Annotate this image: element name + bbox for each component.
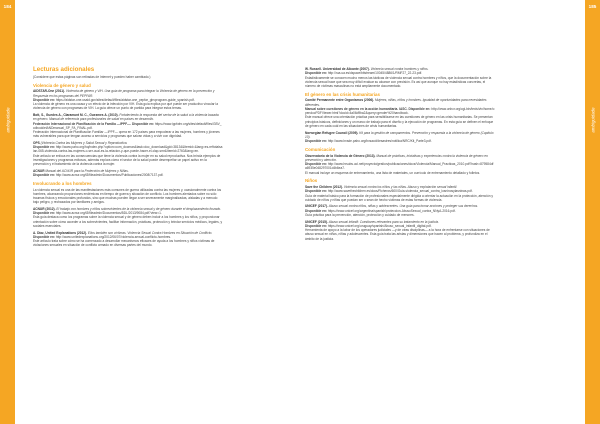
left-sections — [33, 83, 223, 248]
reference-link[interactable]: http://www.unitedexplanations.org/2012/06/07/violencia-sexual-conflicto-hombres. — [55, 234, 172, 239]
reference-title: El trabajo con hombres y niños sobrevivientes de la violencia sexual y de género durante el desplazamiento forzado. — [56, 206, 221, 211]
url-label: Disponible en: — [33, 211, 55, 216]
reference-title: Manual del ACNUR para la Protección de Mujeres y Niñas. — [45, 168, 129, 173]
url-label: Disponible en: — [305, 162, 327, 167]
reference-title: (Violencia Contra las Mujeres y Salud Sexual y Reproductiva. — [40, 140, 128, 145]
reference-title: Abuso sexual contra niños, niñas y adolescentes. Una guía para tomar acciones y proteger sus derechos. — [328, 204, 479, 209]
reference-title: Mujeres, niñas, niños y hombres. Igualdad de oportunidades para necesidades diferentes. — [305, 98, 487, 107]
reference-description: El manual incluye un esquema de entrenamiento, una lista de materiales, un currículo de entrenamiento detallado y folletos. — [305, 170, 481, 175]
left-side-strip — [0, 0, 15, 424]
left-side-label: ambiguidade — [5, 107, 10, 133]
reference-entry — [305, 204, 495, 217]
reference-link[interactable]: http://www.bvsde.paho.org/bvsacd/desastres/notilica/NRC/Kit_Parte3.pdf. — [327, 139, 432, 144]
reference-description: Guía práctica para la prevención, atención, protección y cuidado de menores. — [305, 212, 415, 217]
reference-url-line — [305, 162, 495, 171]
reference-author: OPS — [33, 140, 40, 145]
reference-entry — [33, 141, 223, 167]
reference-entry — [33, 188, 223, 205]
reference-link[interactable]: http://www.acnur.org/t3/fileadmin/Documentos/BDL/2013/9084.pdf?view=1. — [55, 211, 162, 216]
reference-url-line — [305, 107, 495, 116]
reference-title: Violencia sexual contra hombres y niños. — [370, 67, 429, 71]
left-page-number: 184 — [3, 4, 12, 9]
right-page-number: 185 — [588, 4, 597, 9]
reference-author: W. Russell. Universidad de Alicante (2007). — [305, 67, 370, 71]
reference-link[interactable]: https://www.unicef.org/uruguay/spanish/Abuso_sexual_infantil_digital.pdf. — [327, 223, 432, 228]
reference-title: Violencia de género y VIH. Una guía de programa para integrar la Violencia de género en la prevención y Respuesta en los programas del PEPFAR. — [33, 89, 215, 98]
url-label: Disponible en: — [33, 173, 55, 178]
reference-description: Este artículo trata sobre cómo se ha comenzado a desarrollar mecanismos eficaces de ayuda a los hombres y niños víctimas de violaciones sexuales en situación de conflicto armado en diversas partes del mundo. — [33, 239, 215, 248]
section-title: Violencia de género y salud — [33, 82, 91, 88]
url-label: Disponible en: — [305, 223, 327, 228]
reference-title: Abuso sexual infantil: Cuestiones relevantes para su tratamiento en la justicia. — [328, 219, 439, 224]
reference-entry — [33, 89, 223, 110]
reference-entry — [305, 154, 495, 175]
url-label: Disponible en: — [33, 97, 55, 102]
reference-entry — [305, 67, 495, 88]
reference-author: Bott, S., Guedes A., Claramunt M. C., Guezmes A. (2010). — [33, 113, 119, 118]
section-title: El género en las crisis humanitarias — [305, 91, 380, 97]
reference-link[interactable]: http://www.savethechildren.es/docs/Ficheros/600/Guia-violencia_sexual_contra_losninosylasninas.pdf. — [327, 189, 473, 194]
url-label: Disponible en: — [305, 208, 327, 213]
reference-link[interactable]: https://www.unicef.org/argentina/spanish/proteccion-AbusoSexual_contra_NNyA-2016.pdf. — [327, 208, 456, 213]
reference-author: AIDSTAR-One (2011). — [33, 89, 65, 94]
reference-description: Este manual ofrece una orientación práctica para sensibilizarse en las cuestiones de género en las crisis humanitarias. Se presentan principios básicos, definiciones y un marco de trabajo para el diseño y la ejecución de programas. En esta guía se definen el enfoque de género en cada cuál en las situaciones de crisis humanitarias. — [305, 115, 494, 128]
reference-author: UNICEF (2015). — [305, 219, 328, 224]
url-label: Disponible en: — [305, 189, 327, 194]
reference-entry — [33, 113, 223, 139]
section-title: Niños — [305, 178, 318, 184]
reference-title: Ellos también son víctimas. Violencia Sexual Contra Hombres en Situación de Conflicto. — [87, 230, 213, 235]
reference-link[interactable]: https://www.ippfwhr.org/sites/default/files/GBV_cdbookletANDmanual_SP_FA_FINAL.pdf. — [33, 121, 222, 130]
left-column — [33, 66, 223, 250]
reference-author: A. Díaz, United Explanations (2012). — [33, 230, 88, 235]
reference-title: Violencia sexual contra los niños y las niñas. Abuso y explotación sexual infantil. — [343, 185, 458, 189]
reference-description: Federación Internacional de Planificación Familiar —IPPF— opera en 172 países para empoderar a las mujeres, hombres y jóvenes más vulnerables para que tengan acceso a servicios y programas que salvan vidas y a vivir con dignidad. — [33, 130, 220, 139]
reference-url-line — [305, 189, 495, 193]
right-side-label: ambiguidade — [590, 107, 595, 133]
reference-entry — [305, 220, 495, 241]
right-column — [305, 67, 495, 243]
right-sections — [305, 67, 495, 241]
reference-description: Herramienta de apoyo a la labor de los operadores judiciales —y de otras disciplinas— a la hora de enfrentarse con situaciones de abuso sexual en niños, niñas y adolescentes. Esta guía trata las aristas y dimensiones que hacen al problema, y profundiza en el ámbito de la justicia. — [305, 228, 490, 241]
reference-description: La violencia sexual es una de las manifestaciones más comunes de guerra utilizadas contra las mujeres y, ocasionalmente contra los hombres, alcanzando proporciones endémicas en tiempo de guerra y situación de conflicto. Los hombres alentados sobre no sólo traumas físicos y emocionales profundos, sino que muchas pueden llegar a ser severamente marginalizadas, aisladas y a menudo bajo peligro, y rechazados por familiares y amigos. — [33, 187, 222, 205]
intro-note: (Considere que estas páginas son retiradas de Internet y pueden haber cambiado.) — [33, 75, 151, 79]
reference-entry — [33, 207, 223, 228]
reference-link[interactable]: https://aidstar-one.usaid.gov/sites/default/files/aidstar-one_pepfar_gbvprogram-guide_spanish.pdf. — [55, 97, 195, 102]
section-title: Comunicación — [305, 146, 336, 152]
reference-author: Comité Permanente entre Organismos (2006). — [305, 98, 375, 103]
reference-author: ACNUR (2012). — [33, 206, 56, 211]
url-label: Disponible en: — [305, 71, 327, 76]
right-page — [300, 0, 600, 424]
reference-author: Save the Children (2012). — [305, 185, 343, 189]
reference-entry — [33, 169, 223, 178]
reference-entry — [305, 131, 495, 144]
reference-author: Norwegian Refugee Council (2009). — [305, 130, 359, 135]
reference-entry — [305, 185, 495, 202]
reference-author: UNICEF (2017). — [305, 204, 328, 209]
reference-url-line — [33, 122, 223, 131]
reference-link[interactable]: http://www.acnur.org/t3/fileadmin/Documentos/Publicaciones/2008/7137.pdf. — [55, 173, 164, 178]
reference-url-line — [33, 173, 223, 177]
reference-description: Estadísticamente se conocen mucho menos las tácticas de violencia sexual contra hombres y niños, que la documentación sobre la violencia sexual hace que sea muy difícil evaluar su alcance con precisión. Es así que aunque no hay estadísticas concretas, el número de víctimas masculinas no está ampliamente documentado. — [305, 75, 492, 88]
reference-url-line — [33, 145, 223, 154]
url-label: Disponible en: — [305, 139, 327, 144]
reference-description: Guía de material básico para la formación de profesionales especialmente dirigida a orientar la actuación en la protección, atención y cuidado de niños y niñas que puedan ser o sean de hecho víctimas de estas formas de violencia. — [305, 193, 493, 202]
reference-description: La violencia de género es una causa y un efecto de la infección por VIH. Esta guía explica por qué puede ser productivo vincular la violencia de género con programas de VIH. La guía ofrece un punto de partida para integrar estos temas. — [33, 102, 218, 111]
reference-title: Kit para la gestión de campamentos. Prevención y respuesta a la violencia de género (Capítulo 10). — [305, 130, 494, 139]
url-label: Disponible en: — [33, 145, 55, 150]
reference-entry — [305, 98, 495, 128]
url-label: Federación Internacional de Planificación de la Familia —IPPF—. Disponible en: — [33, 121, 154, 126]
reference-link[interactable]: http://rua.ua.es/dspace/bitstream/10045/4886/1/RMF27_22-23.pdf. — [327, 71, 423, 76]
section-title: Involucrando a los hombres — [33, 180, 92, 186]
url-label: Manual sobre cuestiones de género en la acción humanitaria. IASC. Disponible en: — [305, 106, 431, 111]
reference-title: Manual de prácticas, iniciativas y experiencias contra la violencia de género en prevención y atención. — [305, 153, 488, 162]
reference-link[interactable]: http://www.paho.org/hq/index.php?option=com_docman&task=doc_download&gid=38134&Itemid=&lang=es-reftotalsalan-065-violencia-contra-las-mujeres-o-ser-cual-es-la-relacion-y-que-puede-hacer-el-clap-smr&Itemid=2760&lang=en. — [33, 145, 223, 154]
reference-author: Observatorio de la Violencia de Género (2013). — [305, 153, 376, 158]
page-title: Lecturas adicionales — [33, 66, 95, 73]
reference-description: Este artículo se enfoca en las consecuencias que tiene la violencia contra la mujer en su salud reproductiva. Nos brinda ejemplos de investigaciones y programas exitosos, además explora cómo el sector de la salud puede desempeñar un papel activo en la prevención y el tratamiento de la violencia contra la mujer. — [33, 153, 221, 167]
reference-link[interactable]: http://www.hrsubs.ucl.net/proyecto/gestion/publicaciones/docs/Violencia/Manual_Practicas_2010.pdf?hash=879584dfa6935e048297001d4b6ea7. — [305, 162, 494, 171]
reference-title: Fortaleciendo la respuesta del sector de la salud a la violencia basada en género. Manual de referencia para profesionales de salud en países en desarrollo. — [33, 113, 219, 122]
reference-link[interactable]: http://www.unhcr.org/cgi-bin/texis/vtx/home/opendocPDFViewer.html?docid=4a06d9ba2&query=gender%20handbook. — [305, 106, 495, 116]
reference-url-line — [305, 139, 495, 143]
right-side-strip — [585, 0, 600, 424]
reference-description: Esta guía destaca como los programas sobre la violencia sexual y de género deben incluir a los hombres y los niños, y proporcionar orientación sobre cómo acceder a los sobrevivientes, facilitar información, prácticas, protección y brindar servicios médicos, legales, y sociales esenciales. — [33, 215, 223, 228]
url-label: Disponible en: — [33, 234, 55, 239]
reference-entry — [33, 231, 223, 248]
reference-author: ACNUR — [33, 168, 45, 173]
